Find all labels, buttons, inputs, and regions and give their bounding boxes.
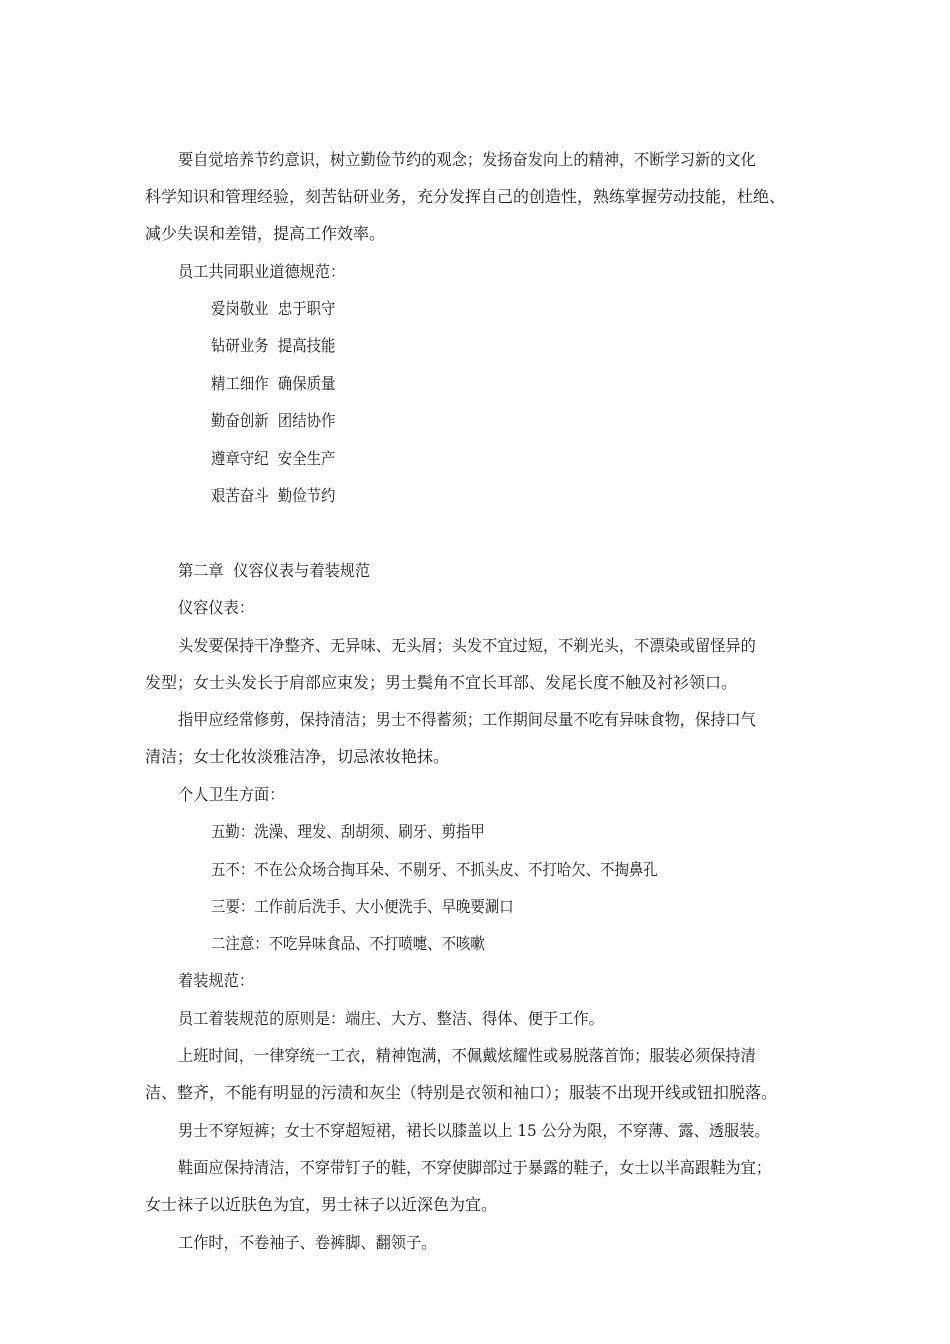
paragraph-line: 男士不穿短裤；女士不穿超短裙，裙长以膝盖以上 15 公分为限，不穿薄、露、透服装。 [178,1121,770,1140]
paragraph-line: 减少失误和差错，提高工作效率。 [145,224,386,243]
hygiene-item: 二注意：不吃异味食品、不打喷嚏、不咳嗽 [211,934,485,953]
paragraph-line: 上班时间，一律穿统一工衣，精神饱满，不佩戴炫耀性或易脱落首饰；服装必须保持清 [178,1046,756,1065]
paragraph-line: 洁、整齐，不能有明显的污渍和灰尘（特别是衣领和袖口）；服装不出现开线或钮扣脱落。 [145,1083,778,1102]
section-heading: 仪容仪表： [178,598,255,617]
paragraph-line: 头发要保持干净整齐、无异味、无头屑；头发不宜过短，不剃光头，不漂染或留怪异的 [178,636,756,655]
paragraph-line: 发型；女士头发长于肩部应束发；男士鬓角不宜长耳部、发尾长度不触及衬衫领口。 [145,673,738,692]
norm-item: 勤奋创新 团结协作 [211,411,336,430]
norm-item: 钻研业务 提高技能 [211,336,336,355]
section-heading: 个人卫生方面： [178,785,285,804]
paragraph-line: 要自觉培养节约意识，树立勤俭节约的观念；发扬奋发向上的精神，不断学习新的文化 [178,150,756,169]
chapter-title: 第二章 仪容仪表与着装规范 [178,561,371,580]
norm-item: 精工细作 确保质量 [211,374,336,393]
hygiene-item: 三要：工作前后洗手、大小便洗手、早晚要涮口 [211,897,514,916]
paragraph-line: 工作时，不卷袖子、卷裤脚、翻领子。 [178,1233,437,1252]
paragraph-line: 鞋面应保持清洁，不穿带钉子的鞋，不穿使脚部过于暴露的鞋子，女士以半高跟鞋为宜； [178,1158,772,1177]
norm-item: 爱岗敬业 忠于职守 [211,299,336,318]
paragraph-line: 指甲应经常修剪，保持清洁；男士不得蓄须；工作期间尽量不吃有异味食物，保持口气 [178,710,756,729]
paragraph-line: 科学知识和管理经验，刻苦钻研业务，充分发挥自己的创造性，熟练掌握劳动技能，杜绝、 [145,187,786,206]
paragraph-line: 员工着装规范的原则是：端庄、大方、整洁、得体、便于工作。 [178,1009,604,1028]
section-heading: 着装规范： [178,971,255,990]
norms-heading: 员工共同职业道德规范： [178,262,346,281]
paragraph-line: 清洁；女士化妆淡雅洁净，切忌浓妆艳抹。 [145,747,450,766]
hygiene-item: 五不：不在公众场合掏耳朵、不剔牙、不抓头皮、不打哈欠、不掏鼻孔 [211,860,658,879]
hygiene-item: 五勤：洗澡、理发、刮胡须、刷牙、剪指甲 [211,822,485,841]
norm-item: 遵章守纪 安全生产 [211,449,336,468]
paragraph-line: 女士袜子以近肤色为宜，男士袜子以近深色为宜。 [145,1195,498,1214]
norm-item: 艰苦奋斗 勤俭节约 [211,486,336,505]
